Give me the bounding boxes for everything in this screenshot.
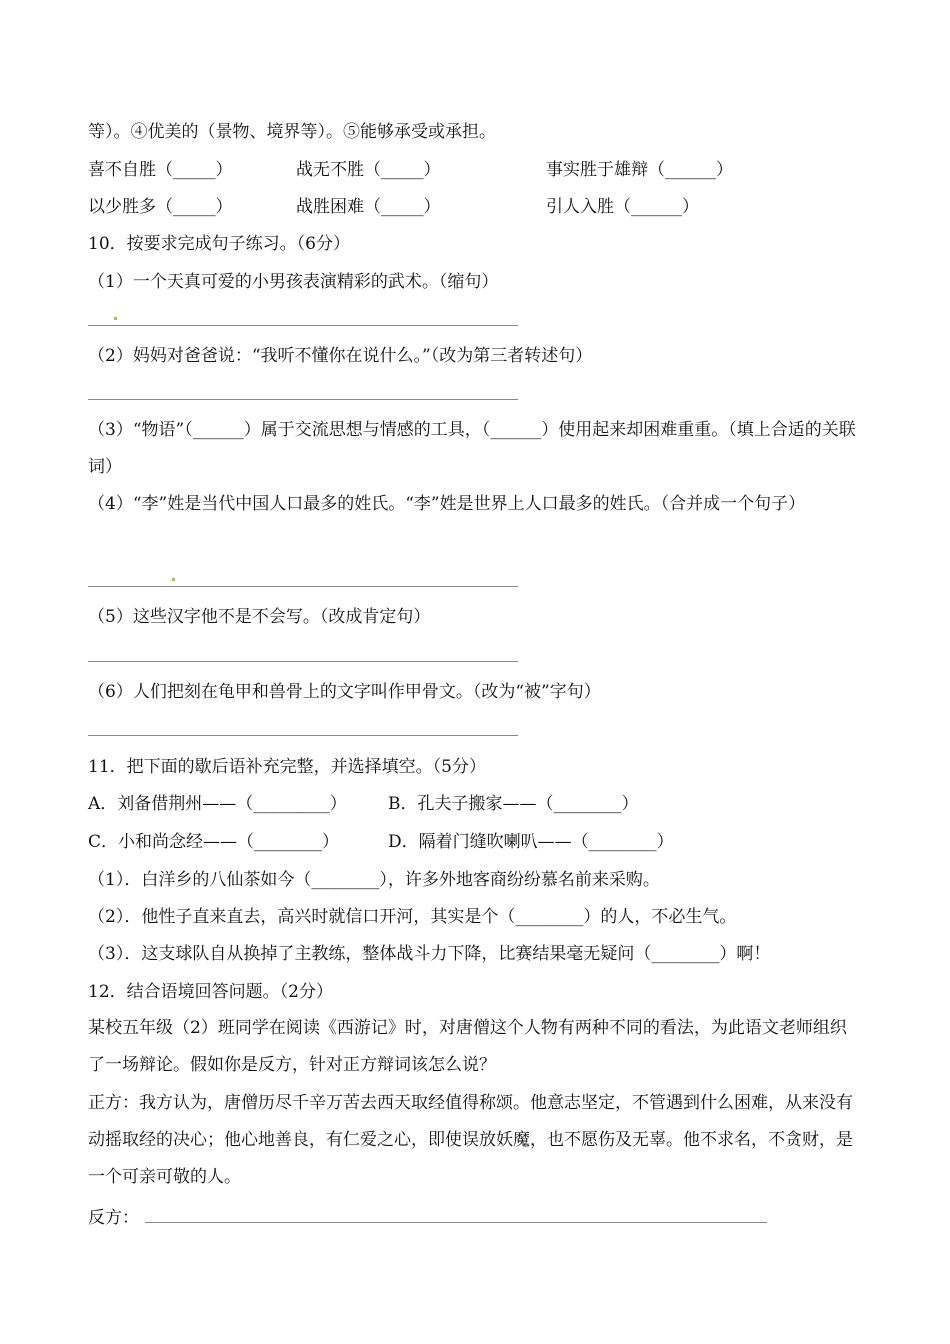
con-answer-line[interactable] — [145, 1222, 767, 1223]
q9-idiom: 事实胜于雄辩（______） — [546, 160, 733, 180]
q12-pro-argument: 正方：我方认为，唐僧历尽千辛万苦去西天取经值得称颂。他意志坚定，不管遇到什么困难，从来没有动摇取经的决心；他心地善良，有仁爱之心，即使误放妖魔，也不愿伤及无辜。他不求名，不贪财，是一个可亲可敬的人。 — [88, 1093, 853, 1187]
green-mark — [172, 578, 175, 581]
q11-sentence-3: （3）．这支球队自从换掉了主教练，整体战斗力下降，比赛结果毫无疑问（________）啊！ — [88, 944, 771, 964]
q10-item-2: （2）妈妈对爸爸说：“我听不懂你在说什么。”（改为第三者转述句） — [88, 346, 593, 366]
q12-heading: 12．结合语境回答问题。（2分） — [88, 982, 333, 1002]
q11-option-d: D．隔着门缝吹喇叭——（________） — [388, 832, 674, 852]
answer-line[interactable] — [88, 586, 518, 587]
q12-con-label: 反方： — [88, 1208, 139, 1228]
q9-idiom: 喜不自胜（_____） — [88, 160, 233, 180]
q10-item-4: （4）“李”姓是当代中国人口最多的姓氏。“李”姓是世界上人口最多的姓氏。（合并成一个句子） — [88, 494, 806, 514]
answer-line[interactable] — [88, 735, 518, 736]
answer-line[interactable] — [88, 325, 518, 326]
q9-idiom: 战无不胜（_____） — [296, 160, 441, 180]
q11-option-a: A．刘备借荆州——（_________） — [88, 794, 347, 814]
q12-intro: 某校五年级（2）班同学在阅读《西游记》时，对唐僧这个人物有两种不同的看法，为此语文老师组织了一场辩论。假如你是反方，针对正方辩词该怎么说？ — [88, 1018, 847, 1075]
q9-idiom: 引人入胜（______） — [546, 197, 699, 217]
q10-item-6: （6）人们把刻在龟甲和兽骨上的文字叫作甲骨文。（改为“被”字句） — [88, 682, 601, 702]
q11-sentence-1: （1）．白洋乡的八仙茶如今（________），许多外地客商纷纷慕名前来采购。 — [88, 870, 660, 890]
q11-option-c: C．小和尚念经——（________） — [88, 832, 340, 852]
q11-option-b: B．孔夫子搬家——（________） — [388, 794, 639, 814]
answer-line[interactable] — [88, 399, 518, 400]
green-mark — [114, 317, 117, 320]
answer-line[interactable] — [88, 661, 518, 662]
q9-idiom: 战胜困难（_____） — [296, 197, 441, 217]
q10-item-5: （5）这些汉字他不是不会写。（改成肯定句） — [88, 607, 431, 627]
q11-sentence-2: （2）．他性子直来直去，高兴时就信口开河，其实是个（________）的人，不必生气。 — [88, 907, 737, 927]
q10-item-1: （1）一个天真可爱的小男孩表演精彩的武术。（缩句） — [88, 272, 499, 292]
q9-meanings-tail: 等）。④优美的（景物、境界等）。⑤能够承受或承担。 — [88, 122, 496, 142]
q10-heading: 10．按要求完成句子练习。（6分） — [88, 234, 350, 254]
q10-item-3: （3）“物语”（______）属于交流思想与情感的工具，（______）使用起来却困难重重。（填上合适的关联词） — [88, 420, 856, 477]
q9-idiom: 以少胜多（_____） — [88, 197, 233, 217]
q11-heading: 11．把下面的歇后语补充完整，并选择填空。（5分） — [88, 757, 486, 777]
